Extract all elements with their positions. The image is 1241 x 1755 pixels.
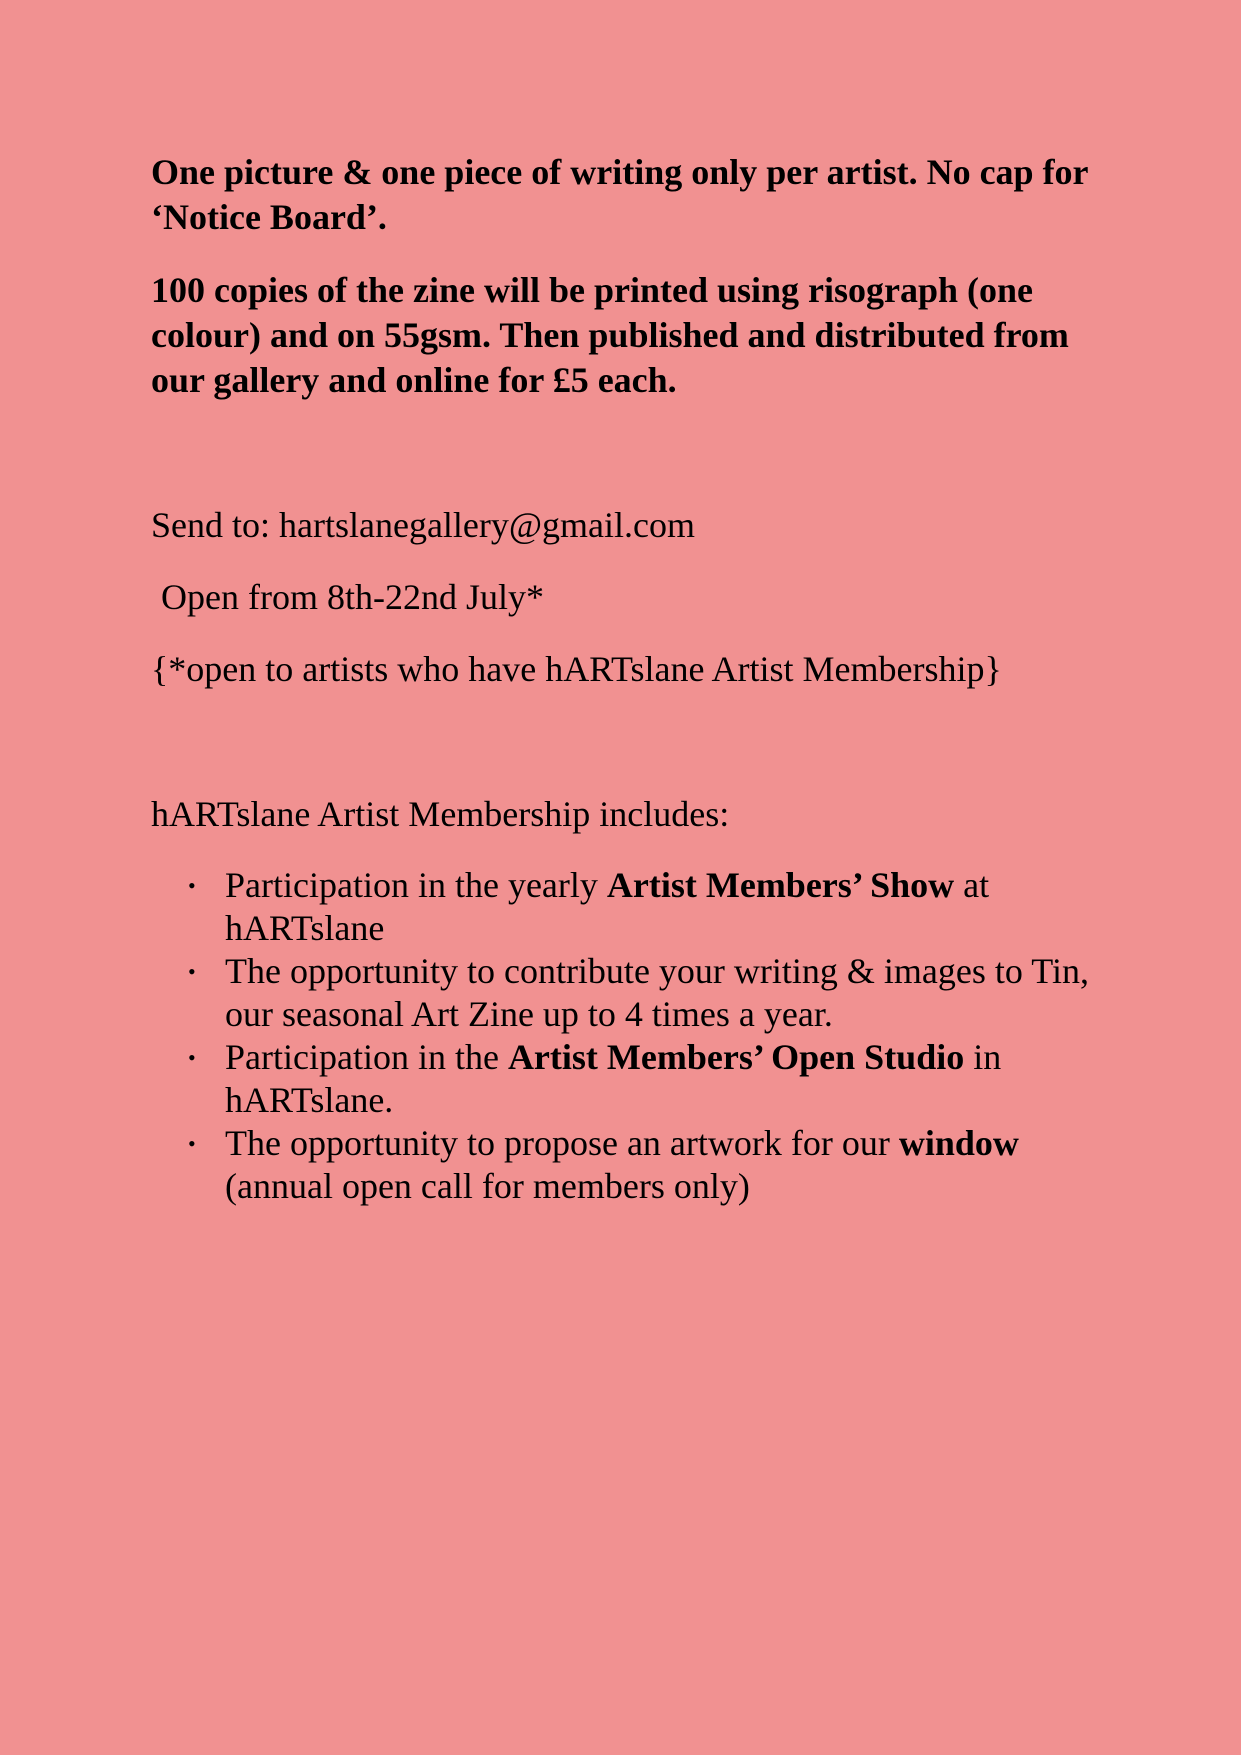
benefit-item-members-show xyxy=(151,864,1101,950)
benefit-text-pre: The opportunity to contribute your writing & images to Tin, our seasonal Art Zine up to 4 times a year. xyxy=(225,951,1089,1034)
benefit-text-pre: Participation in the yearly xyxy=(225,865,607,905)
benefit-item-zine xyxy=(151,950,1101,1036)
membership-benefits-list xyxy=(151,864,1101,1208)
eligibility-note: {*open to artists who have hARTslane Artist Membership} xyxy=(151,649,1002,689)
bullet-icon: • xyxy=(188,959,196,984)
benefit-text-post: (annual open call for members only) xyxy=(225,1166,750,1206)
benefit-text-pre: The opportunity to propose an artwork for our xyxy=(225,1123,899,1163)
send-to-email: Send to: hartslanegallery@gmail.com xyxy=(151,505,696,545)
benefit-text-post: in hARTslane. xyxy=(225,1037,1002,1120)
benefit-item-window xyxy=(151,1122,1101,1208)
membership-heading: hARTslane Artist Membership includes: xyxy=(151,794,730,834)
submission-rule-text: One picture & one piece of writing only per artist. No cap for ‘Notice Board’. xyxy=(151,152,1088,237)
benefit-text-bold: Artist Members’ Open Studio xyxy=(507,1037,965,1077)
bullet-icon: • xyxy=(188,873,196,898)
benefit-text-bold: window xyxy=(898,1123,1019,1163)
benefit-item-open-studio xyxy=(151,1036,1101,1122)
benefit-text-pre: Participation in the xyxy=(225,1037,508,1077)
open-dates-text: Open from 8th-22nd July* xyxy=(161,577,544,617)
bullet-icon: • xyxy=(188,1045,196,1070)
benefit-text-post: at hARTslane xyxy=(225,865,990,948)
bullet-icon: • xyxy=(188,1131,196,1156)
benefit-text-bold: Artist Members’ Show xyxy=(606,865,955,905)
print-info-text: 100 copies of the zine will be printed using risograph (one colour) and on 55gsm. Then published and distributed from our gallery and online for £5 each. xyxy=(151,270,1069,400)
